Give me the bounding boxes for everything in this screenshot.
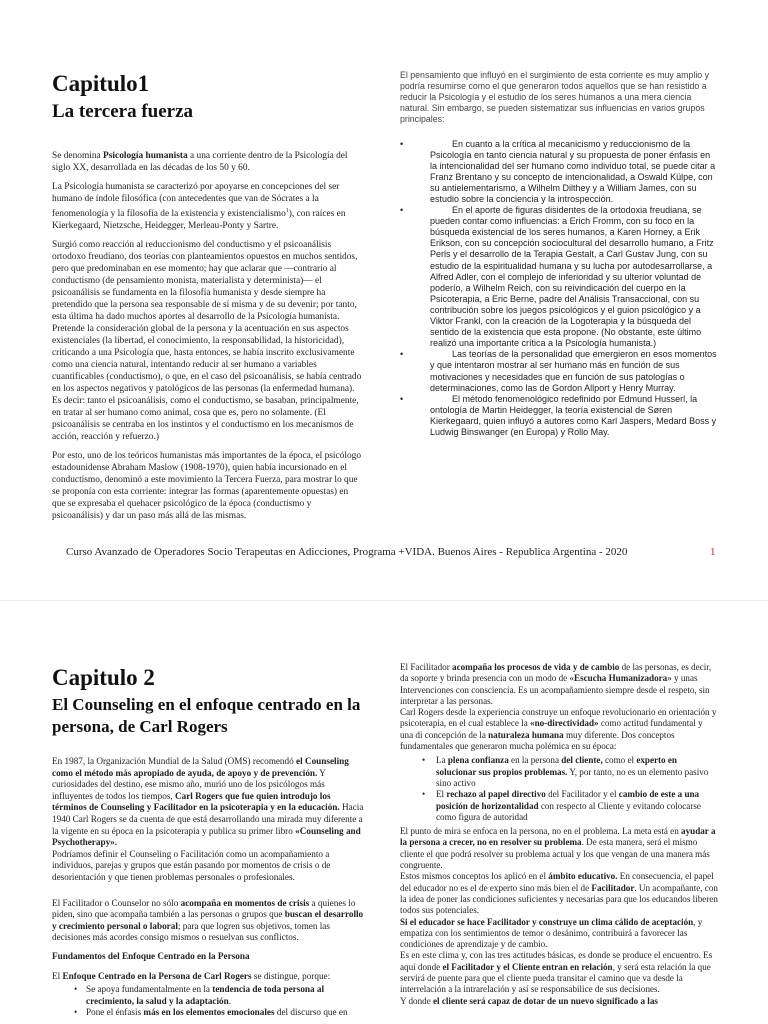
bullet-icon: • bbox=[400, 205, 404, 216]
influences-list bbox=[400, 139, 718, 439]
footnote-marker[interactable]: 1 bbox=[285, 208, 289, 214]
fundamentos-list bbox=[52, 984, 366, 1019]
intro-paragraph: El pensamiento que influyó en el surgimiento de esta corriente es muy amplio y podría resumirse como el que generaron todos aquellos que se han resistido a reducir la Psicología y el estudio de los seres humanos a una mera ciencia natural. Sin embargo, se pueden sistematizar sus influencias en varios grupos principales: bbox=[400, 70, 710, 124]
paragraph: Se denomina Psicología humanista a una corriente dentro de la Psicología del siglo XX, desarrollada en las décadas de los 50 y 60. bbox=[52, 151, 348, 173]
list-item: • La plena confianza en la persona del cliente, como el experto en solucionar sus propios problemas. Y, por tanto, no es un elemento pasivo sino activo bbox=[422, 755, 709, 788]
chapter-1-subtitle: La tercera fuerza bbox=[52, 101, 194, 122]
bold-term: Psicología humanista bbox=[103, 151, 188, 161]
chapter-2-subtitle: El Counseling en el enfoque centrado en la persona, de Carl Rogers bbox=[52, 695, 361, 736]
page1-left-column bbox=[52, 70, 362, 529]
conceptos-list bbox=[400, 755, 718, 823]
paragraph: Es en este clima y, con las tres actitudes básicas, es donde se produce el encuentro. Es aquí donde el Facilitador y el Cliente entran en relación, y será esta relación la que servirá de puente para que el cliente pueda transitar el camino que va desde la interrelación a la intrarelación y así se responsabilice de sus decisiones. bbox=[400, 950, 713, 995]
bullet-icon: • bbox=[400, 349, 404, 360]
page-footer: Curso Avanzado de Operadores Socio Terapeutas en Adicciones, Programa +VIDA. Buenos Aires - Republica Argentina - 2020 bbox=[66, 546, 628, 558]
paragraph: El Facilitador acompaña los procesos de vida y de cambio de las personas, es decir, da soporte y brinda presencia con un modo de «Escucha Humanizadora» y unas Intervenciones con consciencia. Es un acompañamiento siempre desde el respeto, sin interpretar a las personas. bbox=[400, 662, 712, 706]
page2-left-column bbox=[52, 664, 366, 1019]
section-heading: Fundamentos del Enfoque Centrado en la Persona bbox=[52, 950, 250, 961]
list-item: • El rechazo al papel directivo del Facilitador y el cambio de este a una posición de horizontalidad con respecto al Cliente y evitando colocarse como figura de autoridad bbox=[422, 789, 701, 822]
page-number: 1 bbox=[710, 546, 716, 558]
page1-right-column bbox=[400, 70, 718, 438]
bullet-icon: • bbox=[422, 789, 426, 800]
list-item: • Pone el énfasis más en los elementos emocionales del discurso que en bbox=[74, 1007, 348, 1018]
page2-right-column bbox=[400, 662, 718, 1007]
list-item: • Se apoya fundamentalmente en la tendencia de toda persona al crecimiento, la salud y la adaptación. bbox=[74, 984, 325, 1006]
paragraph: La Psicología humanista se caracterizó por apoyarse en concepciones del ser humano de índole filosófica (con antecedentes que van de Sócrates a la fenomenología y la filosofía de la existencia y existencialismo$^1$), con raíces en Kierkegaard, Nietzsche, Heidegger, Merleau-Ponty y Sartre. bbox=[52, 182, 346, 232]
paragraph: Carl Rogers desde la experiencia construye un enfoque revolucionario en orientación y psicoterapia, en el cual establece la «no-directividad» como actitud fundamental y una di concepción de la naturaleza humana muy diferente. Dos conceptos fundamentales que generaron mucha polémica en su época: bbox=[400, 707, 717, 752]
bullet-icon: • bbox=[74, 1007, 78, 1018]
paragraph: Y donde el cliente será capaz de dotar de un nuevo significado a las bbox=[400, 995, 658, 1006]
list-item: • El método fenomenológico redefinido por Edmund Husserl, la ontología de Martin Heidegger, la teoría existencial de Søren Kierkegaard, quien influyó a autores como Karl Jaspers, Medard Boss y Ludwig Binswanger (en Europa) y Rollo May. bbox=[400, 393, 717, 437]
list-item: • En cuanto a la crítica al mecanicismo y reduccionismo de la Psicología en tanto ciencia natural y su propuesta de poner énfasis en la intencionalidad del ser humano como individuo total, se puede citar a Franz Brentano y su concepto de intencionalidad, a Oswald Külpe, con su antielementarismo, a Wilhelm Dilthey y a William James, con su estudio sobre la conciencia y la introspección. bbox=[400, 138, 716, 204]
list-item: • En el aporte de figuras disidentes de la ortodoxia freudiana, se pueden contar como influencias: a Erich Fromm, con su foco en la búsqueda existencial de los seres humanos, a Karen Horney, a Erik Erikson, con su concepción sociocultural del desarrollo humano, a Fritz Perls y el desarrollo de la Terapia Gestalt, a Carl Gustav Jung, con su estudio de la espiritualidad humana y su lucha por autodesarrollarse, a Alfred Adler, con el complejo de inferioridad y su ulterior voluntad de poderío, a Wilhelm Reich, con su reivindicación del cuerpo en la Psicoterapia, a Eric Berne, padre del Análisis Transaccional, con su contribución sobre los juegos psicológicos y el guion psicológico y a Viktor Frankl, con la creación de la Logoterapia y la búsqueda del sentido de la existencia que esta propone. (No obstante, este último realizó una importante crítica a la Psicología humanista.) bbox=[400, 205, 714, 349]
paragraph: Surgió como reacción al reduccionismo del conductismo y el psicoanálisis ortodoxo freudiano, dos teorías con planteamientos opuestos en muchos sentidos, pero que predominaban en ese momento; hay que aclarar que —contrario al conductismo (de pensamiento monista, materialista y determinista)— el psicoanálisis se fundamenta en la filosofía humanista y desde siempre ha pretendido que la persona sea responsable de sí misma y de su devenir; por tanto, esta última ha dado muchos aportes al desarrollo de la Psicología humanista. Pretende la consideración global de la persona y la acentuación en sus aspectos existenciales (la libertad, el conocimiento, la responsabilidad, la historicidad), criticando a una Psicología que, hasta entonces, se había inscrito exclusivamente como una ciencia natural, intentando reducir al ser humano a variables cuantificables (conductismo), o que, en el caso del psicoanálisis, se había centrado en los aspectos negativos y patológicos de las personas (la enfermedad humana). Es decir: tanto el psicoanálisis, como el conductismo, se basaban, principalmente, en tratar al ser humano como animal, cosa que es, pero no solamente. (El psicoanálisis se centraba en los instintos y el conductismo en los mecanismos de acción, reacción y refuerzo.) bbox=[52, 240, 362, 443]
paragraph: El punto de mira se enfoca en la persona, no en el problema. La meta está en ayudar a la persona a crecer, no en resolver su problema. De esta manera, será el mismo cliente el que podrá resolver su problema actual y los que vengan de una manera más congruente. bbox=[400, 826, 716, 871]
paragraph: El Facilitador o Counselor no sólo acompaña en momentos de crisis a quienes lo piden, sino que acompaña también a las personas o grupos que buscan el desarrollo y crecimiento personal o laboral; para que logren sus objetivos, tomen las decisiones más acordes consigo mismos o resuelvan sus conflictos. bbox=[52, 897, 364, 943]
bullet-icon: • bbox=[400, 393, 404, 404]
paragraph: Estos mismos conceptos los aplicó en el ámbito educativo. En consecuencia, el papel del educador no es el de experto sino más bien el de Facilitador. Un acompañante, con la idea de poner las condiciones suficientes y necesarias para que los educandos liberen todos sus potenciales. bbox=[400, 871, 718, 916]
chapter-2-title: Capitulo 2 bbox=[52, 665, 155, 690]
chapter-1-title: Capitulo1 bbox=[52, 71, 150, 96]
paragraph: En 1987, la Organización Mundial de la Salud (OMS) recomendó el Counseling como el método más apropiado de ayuda, de apoyo y de prevención. Y curiosidades del destino, ese mismo año, murió uno de los psicólogos más influyentes de todos los tiempos, Carl Rogers que fue quien introdujo los términos de Counseling y Facilitador en la psicoterapia y en la educación. Hacia 1940 Carl Rogers se da cuenta de que está desarrollando una mirada muy diferente a la vigente en su época en la psicoterapia y publica su primer libro «Counseling and Psychotherapy». Podríamos definir el Counseling o Facilitación como un acompañamiento a individuos, parejas y grupos que están pasando por momentos de crisis o de desorientación y que tienen problemas personales o profesionales. bbox=[52, 756, 364, 882]
list-item: • Las teorías de la personalidad que emergieron en esos momentos y que intentaron mostrar al ser humano más en función de sus motivaciones y necesidades que en función de sus patologías o determinaciones, como las de Gordon Allport y Henry Murray. bbox=[400, 349, 717, 393]
bullet-icon: • bbox=[400, 138, 404, 149]
document-page-2 bbox=[0, 620, 768, 1024]
bullet-icon: • bbox=[422, 755, 426, 766]
paragraph: Si el educador se hace Facilitador y construye un clima cálido de aceptación, y empatiza con los sentimientos de temor o desánimo, contribuirá a favorecer las condiciones de aprendizaje y de cambio. bbox=[400, 916, 703, 950]
paragraph: El Enfoque Centrado en la Persona de Carl Rogers se distingue, porque: bbox=[52, 970, 331, 981]
paragraph: Por esto, uno de los teóricos humanistas más importantes de la época, el psicólogo estadounidense Abraham Maslow (1908-1970), quien había incursionado en el conductismo, denominó a este movimiento la Tercera Fuerza, para mostrar lo que se proponía con esta corriente: integrar las formas (aparentemente opuestas) en que se expresaba el quehacer psicológico de la época (conductismo y psicoanálisis) y dar un paso más allá de las mismas. bbox=[52, 451, 362, 522]
bullet-icon: • bbox=[74, 984, 78, 995]
